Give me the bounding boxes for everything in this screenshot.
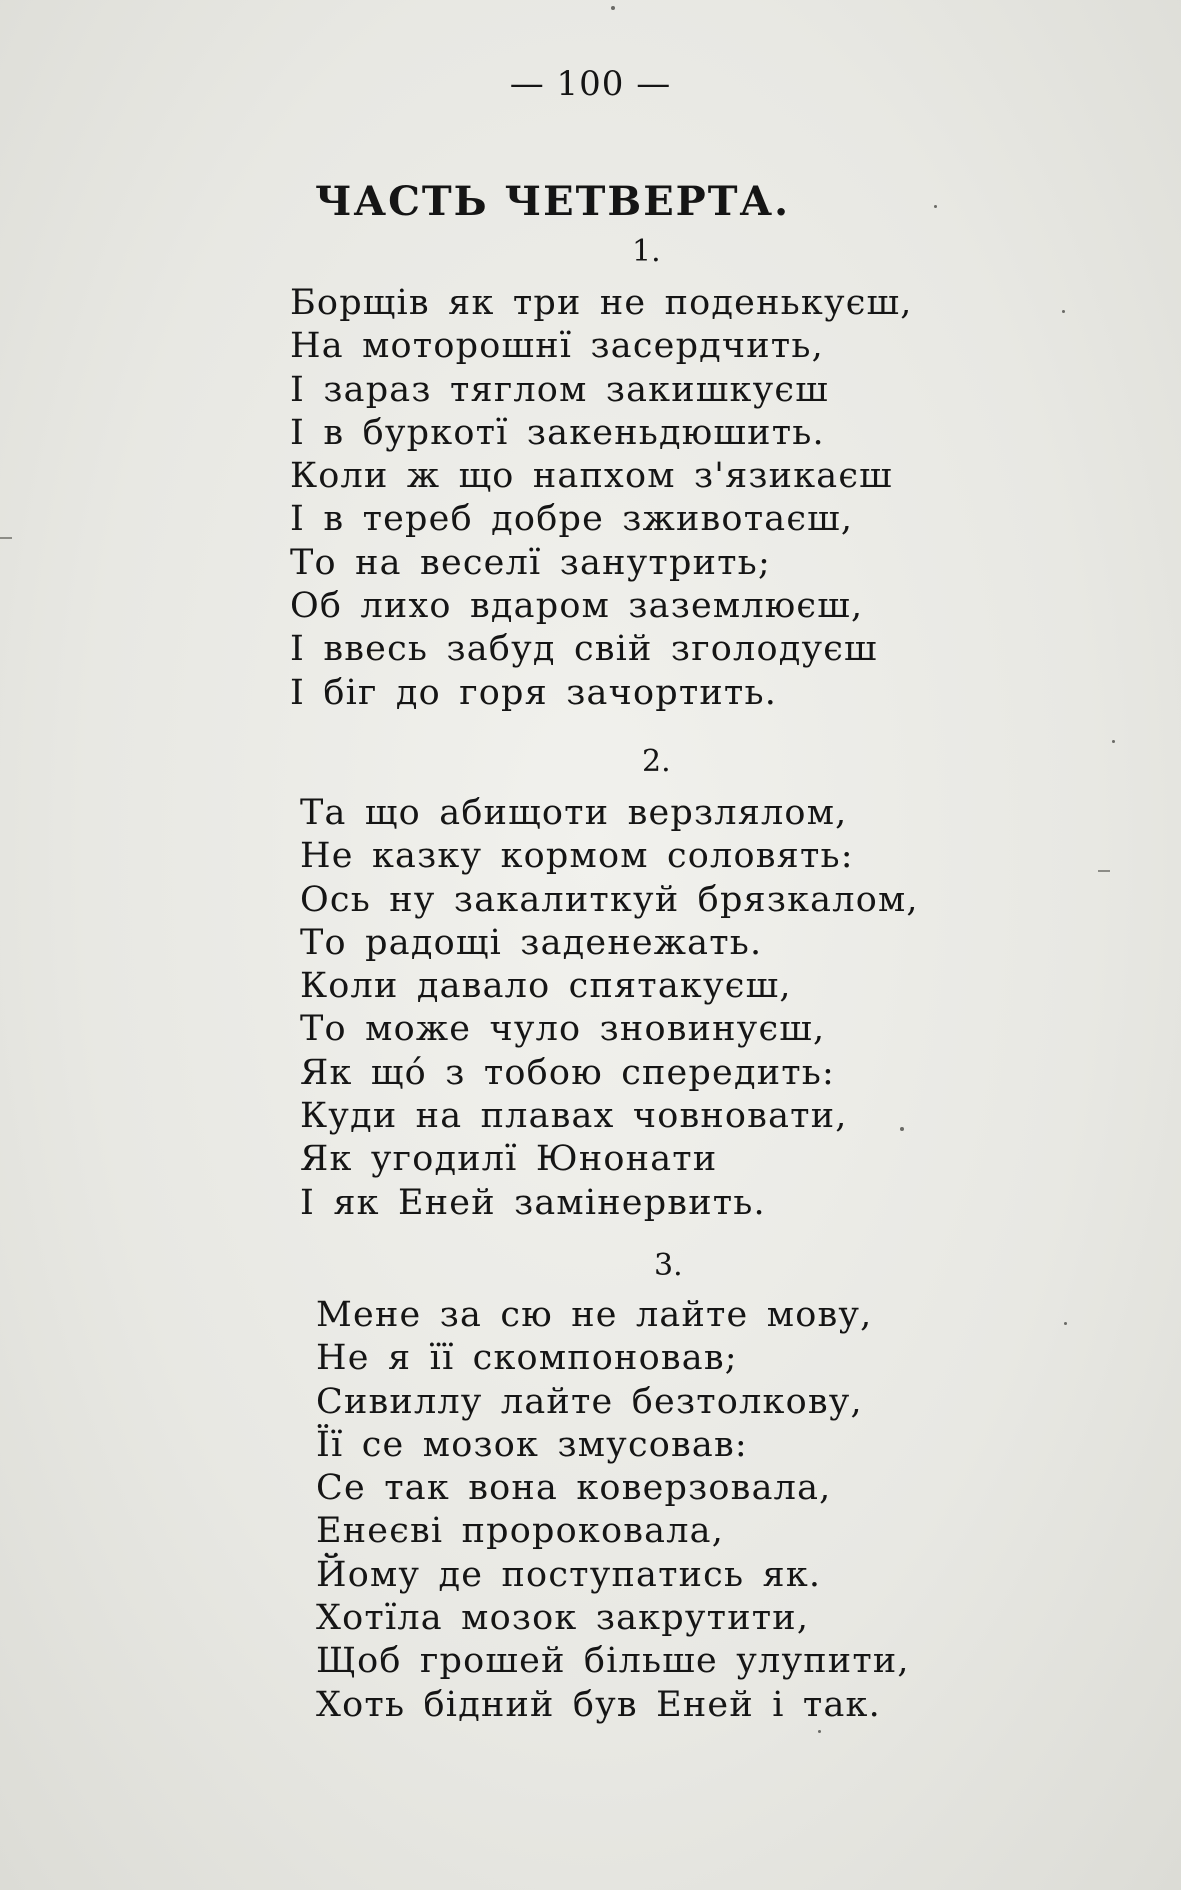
verse-line: Як щó з тобою спередить: bbox=[300, 1052, 836, 1093]
verse-line: І біг до горя зачортить. bbox=[290, 672, 778, 713]
verse-line: Йому де поступатись як. bbox=[316, 1554, 822, 1595]
paper-speck bbox=[611, 6, 615, 10]
edge-mark bbox=[0, 537, 12, 539]
verse-line: Коли ж що напхом з'язикаєш bbox=[290, 456, 893, 497]
stanza-number: 2. bbox=[642, 744, 671, 779]
stanza-2 bbox=[300, 792, 919, 1225]
verse-line: На моторошнї засердчить, bbox=[290, 326, 824, 367]
verse-line: Куди на плавах човновати, bbox=[300, 1096, 848, 1137]
verse-line: Борщів як три не поденькуєш, bbox=[290, 283, 913, 323]
verse-line: То може чуло зновинуєш, bbox=[300, 1009, 826, 1050]
paper-speck bbox=[1062, 310, 1065, 313]
verse-line: Коли давало спятакуєш, bbox=[300, 966, 792, 1007]
verse-line: Не казку кормом соловять: bbox=[300, 836, 854, 877]
paper-speck bbox=[1112, 740, 1115, 743]
verse-line: І в тереб добре зживотаєш, bbox=[290, 499, 854, 540]
part-title: ЧАСТЬ ЧЕТВЕРТА. bbox=[314, 178, 791, 225]
verse-line: Об лихо вдаром заземлюєш, bbox=[290, 586, 864, 627]
verse-line: Хоть бідний був Еней і так. bbox=[316, 1684, 881, 1725]
stanza-number: 3. bbox=[654, 1248, 683, 1283]
verse-line: То радощі заденежать. bbox=[300, 922, 763, 963]
paper-speck bbox=[900, 1127, 904, 1131]
verse-line: І в буркотї закеньдюшить. bbox=[290, 412, 825, 453]
verse-line: І як Еней замінервить. bbox=[300, 1182, 766, 1223]
verse-line: Хотїла мозок закрутити, bbox=[316, 1598, 810, 1639]
verse-line: То на веселї занутрить; bbox=[290, 542, 771, 583]
verse-line: Се так вона коверзовала, bbox=[316, 1468, 832, 1509]
paper-speck bbox=[934, 205, 937, 208]
verse-line: І ввесь забуд свій зголодуєш bbox=[290, 629, 878, 670]
verse-line: Щоб грошей більше улупити, bbox=[316, 1641, 910, 1682]
stanza-number: 1. bbox=[632, 234, 661, 269]
verse-line: Сивиллу лайте безтолкову, bbox=[316, 1381, 863, 1422]
verse-line: І зараз тяглом закишкуєш bbox=[290, 369, 829, 410]
verse-line: Не я її скомпоновав; bbox=[316, 1338, 738, 1379]
verse-line: Мене за сю не лайте мову, bbox=[316, 1295, 873, 1335]
paper-speck bbox=[1064, 1322, 1067, 1325]
stanza-3 bbox=[316, 1294, 910, 1727]
verse-line: Її се мозок змусовав: bbox=[316, 1424, 748, 1465]
paper-speck bbox=[818, 1730, 821, 1733]
verse-line: Та що абищоти верзлялом, bbox=[300, 793, 848, 833]
stanza-1 bbox=[290, 282, 913, 715]
page-number: — 100 — bbox=[509, 64, 672, 104]
edge-mark bbox=[1098, 870, 1110, 872]
verse-line: Ось ну закалиткуй брязкалом, bbox=[300, 879, 919, 920]
verse-line: Як угодилї Юнонати bbox=[300, 1139, 718, 1180]
verse-line: Енеєві пророковала, bbox=[316, 1511, 725, 1552]
